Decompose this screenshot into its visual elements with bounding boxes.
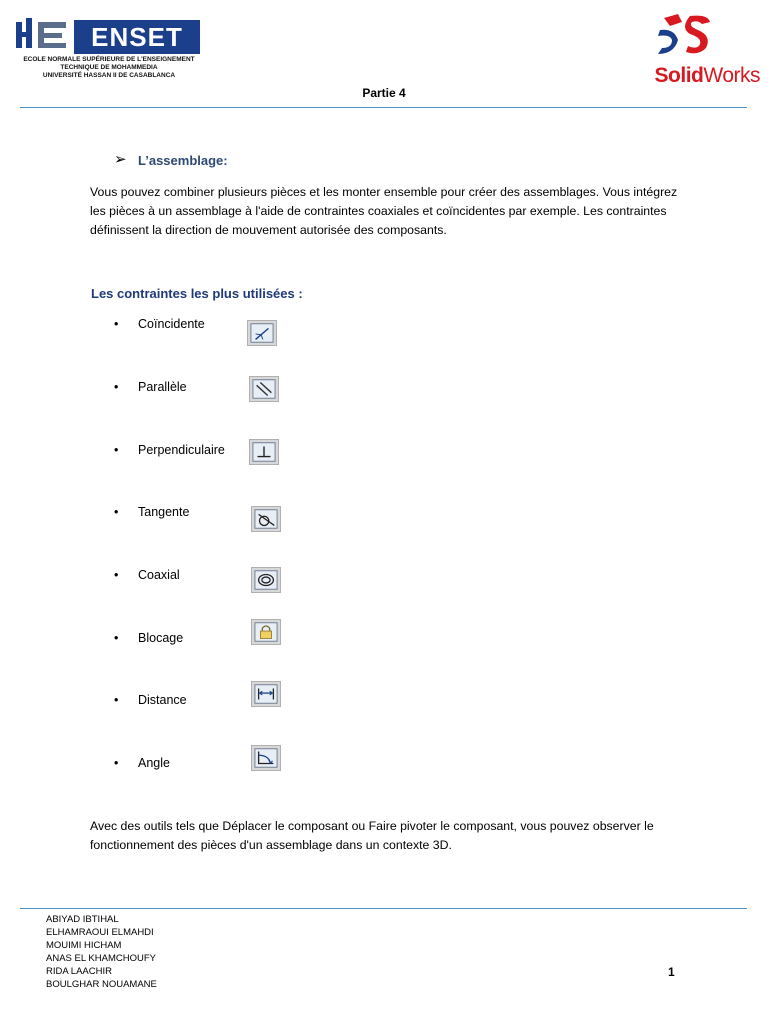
angle-icon bbox=[251, 745, 281, 771]
solidworks-logo bbox=[632, 10, 760, 86]
coincident-icon bbox=[247, 320, 277, 346]
author-name: ELHAMRAOUI ELMAHDI bbox=[46, 927, 154, 938]
tangent-icon bbox=[251, 506, 281, 532]
enset-emblem-icon bbox=[14, 16, 70, 54]
header-rule bbox=[20, 107, 747, 108]
arrow-bullet-icon: ➢ bbox=[114, 151, 127, 168]
section-label: Partie 4 bbox=[362, 86, 406, 100]
list-item-tangent: • Tangente bbox=[114, 505, 190, 519]
enset-subtitle: ECOLE NORMALE SUPÉRIEURE DE L'ENSEIGNEMENT TECHNIQUE DE MOHAMMEDIA UNIVERSITÉ HASSAN II DE CASABLANCA bbox=[23, 56, 195, 79]
enset-name: ENSET bbox=[74, 20, 200, 54]
solidworks-wordmark: SolidWorks bbox=[654, 64, 760, 87]
list-item-angle: • Angle bbox=[114, 756, 170, 770]
list-item-perpendicular: • Perpendiculaire bbox=[114, 443, 225, 457]
constraints-heading: Les contraintes les plus utilisées : bbox=[91, 286, 303, 301]
lock-icon bbox=[251, 619, 281, 645]
author-name: MOUIMI HICHAM bbox=[46, 940, 122, 951]
list-item-distance: • Distance bbox=[114, 693, 187, 707]
outro-paragraph: Avec des outils tels que Déplacer le composant ou Faire pivoter le composant, vous pouvez observer le fonctionnement des pièces d'un assemblage dans un contexte 3D. bbox=[90, 819, 654, 852]
section-title: L’assemblage: bbox=[138, 153, 228, 168]
footer-rule bbox=[20, 908, 747, 909]
list-item-coaxial: • Coaxial bbox=[114, 568, 180, 582]
page-number: 1 bbox=[668, 965, 675, 979]
parallel-icon bbox=[249, 376, 279, 402]
coaxial-icon bbox=[251, 567, 281, 593]
distance-icon bbox=[251, 681, 281, 707]
author-name: RIDA LAACHIR bbox=[46, 966, 112, 977]
perpendicular-icon bbox=[249, 439, 279, 465]
author-name: ANAS EL KHAMCHOUFY bbox=[46, 953, 156, 964]
list-item-lock: • Blocage bbox=[114, 631, 184, 645]
enset-logo bbox=[14, 16, 194, 82]
author-name: ABIYAD IBTIHAL bbox=[46, 914, 119, 925]
list-item-coincident: • Coïncidente bbox=[114, 317, 205, 331]
author-name: BOULGHAR NOUAMANE bbox=[46, 979, 157, 990]
list-item-parallel: • Parallèle bbox=[114, 380, 187, 394]
intro-paragraph: Vous pouvez combiner plusieurs pièces et les monter ensemble pour créer des assemblages. Vous intégrez les pièces à un assemblage à l'aide de contraintes coaxiales et coïncidentes par exemple. Les contraintes définissent la direction de mouvement autorisée des composants. bbox=[90, 185, 678, 237]
solidworks-ds-icon bbox=[650, 10, 720, 66]
authors-list bbox=[46, 913, 157, 991]
